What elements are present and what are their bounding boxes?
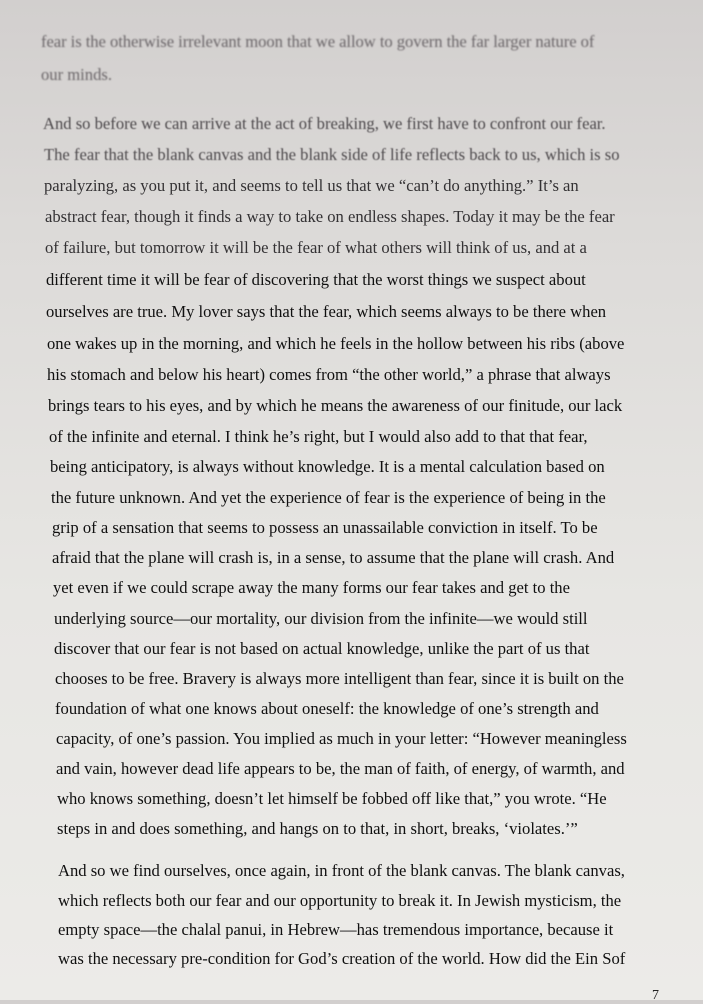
text-line: capacity, of one’s passion. You implied as much in your letter: “However meaningless <box>56 729 627 748</box>
text-line: was the necessary pre-condition for God’s creation of the world. How did the Ein Sof <box>58 949 626 968</box>
text-line: different time it will be fear of discovering that the worst things we suspect about <box>46 270 586 289</box>
text-line: which reflects both our fear and our opportunity to break it. In Jewish mysticism, the <box>58 891 622 910</box>
text-line: foundation of what one knows about oneself: the knowledge of one’s strength and <box>55 699 599 718</box>
text-line: paralyzing, as you put it, and seems to tell us that we “can’t do anything.” It’s an <box>44 176 579 195</box>
text-line: his stomach and below his heart) comes from “the other world,” a phrase that always <box>47 365 611 384</box>
text-line: brings tears to his eyes, and by which he means the awareness of our finitude, our lack <box>48 396 623 415</box>
text-line: yet even if we could scrape away the many forms our fear takes and get to the <box>53 578 570 597</box>
text-line: steps in and does something, and hangs on to that, in short, breaks, ‘violates.’” <box>57 819 578 838</box>
text-line: And so we find ourselves, once again, in front of the blank canvas. The blank canvas, <box>58 861 625 880</box>
text-line: the future unknown. And yet the experience of fear is the experience of being in the <box>51 488 606 507</box>
text-line: abstract fear, though it finds a way to take on endless shapes. Today it may be the fear <box>45 207 615 226</box>
text-line: one wakes up in the morning, and which he feels in the hollow between his ribs (above <box>47 334 625 353</box>
text-line: and vain, however dead life appears to be, the man of faith, of energy, of warmth, and <box>56 759 625 778</box>
text-line: our minds. <box>41 65 112 84</box>
text-line: grip of a sensation that seems to possess an unassailable conviction in itself. To be <box>52 518 598 537</box>
text-line: afraid that the plane will crash is, in a sense, to assume that the plane will crash. And <box>52 548 615 567</box>
text-line: ourselves are true. My lover says that the fear, which seems always to be there when <box>46 302 607 321</box>
text-line: The fear that the blank canvas and the blank side of life reflects back to us, which is so <box>44 145 620 164</box>
text-line: empty space—the chalal panui, in Hebrew—has tremendous importance, because it <box>58 920 614 939</box>
text-line: who knows something, doesn’t let himself be fobbed off like that,” you wrote. “He <box>57 789 607 808</box>
text-line: of the infinite and eternal. I think he’s right, but I would also add to that that fear, <box>49 427 588 446</box>
text-line: fear is the otherwise irrelevant moon that we allow to govern the far larger nature of <box>41 32 595 51</box>
page-number: 7 <box>652 988 659 1003</box>
text-line: And so before we can arrive at the act of breaking, we first have to confront our fear. <box>43 114 606 133</box>
text-line: chooses to be free. Bravery is always more intelligent than fear, since it is built on the <box>55 669 624 688</box>
text-line: being anticipatory, is always without knowledge. It is a mental calculation based on <box>50 457 605 476</box>
text-line: underlying source—our mortality, our division from the infinite—we would still <box>54 609 588 628</box>
text-line: discover that our fear is not based on actual knowledge, unlike the part of us that <box>54 639 590 658</box>
text-line: of failure, but tomorrow it will be the fear of what others will think of us, and at a <box>45 238 587 257</box>
